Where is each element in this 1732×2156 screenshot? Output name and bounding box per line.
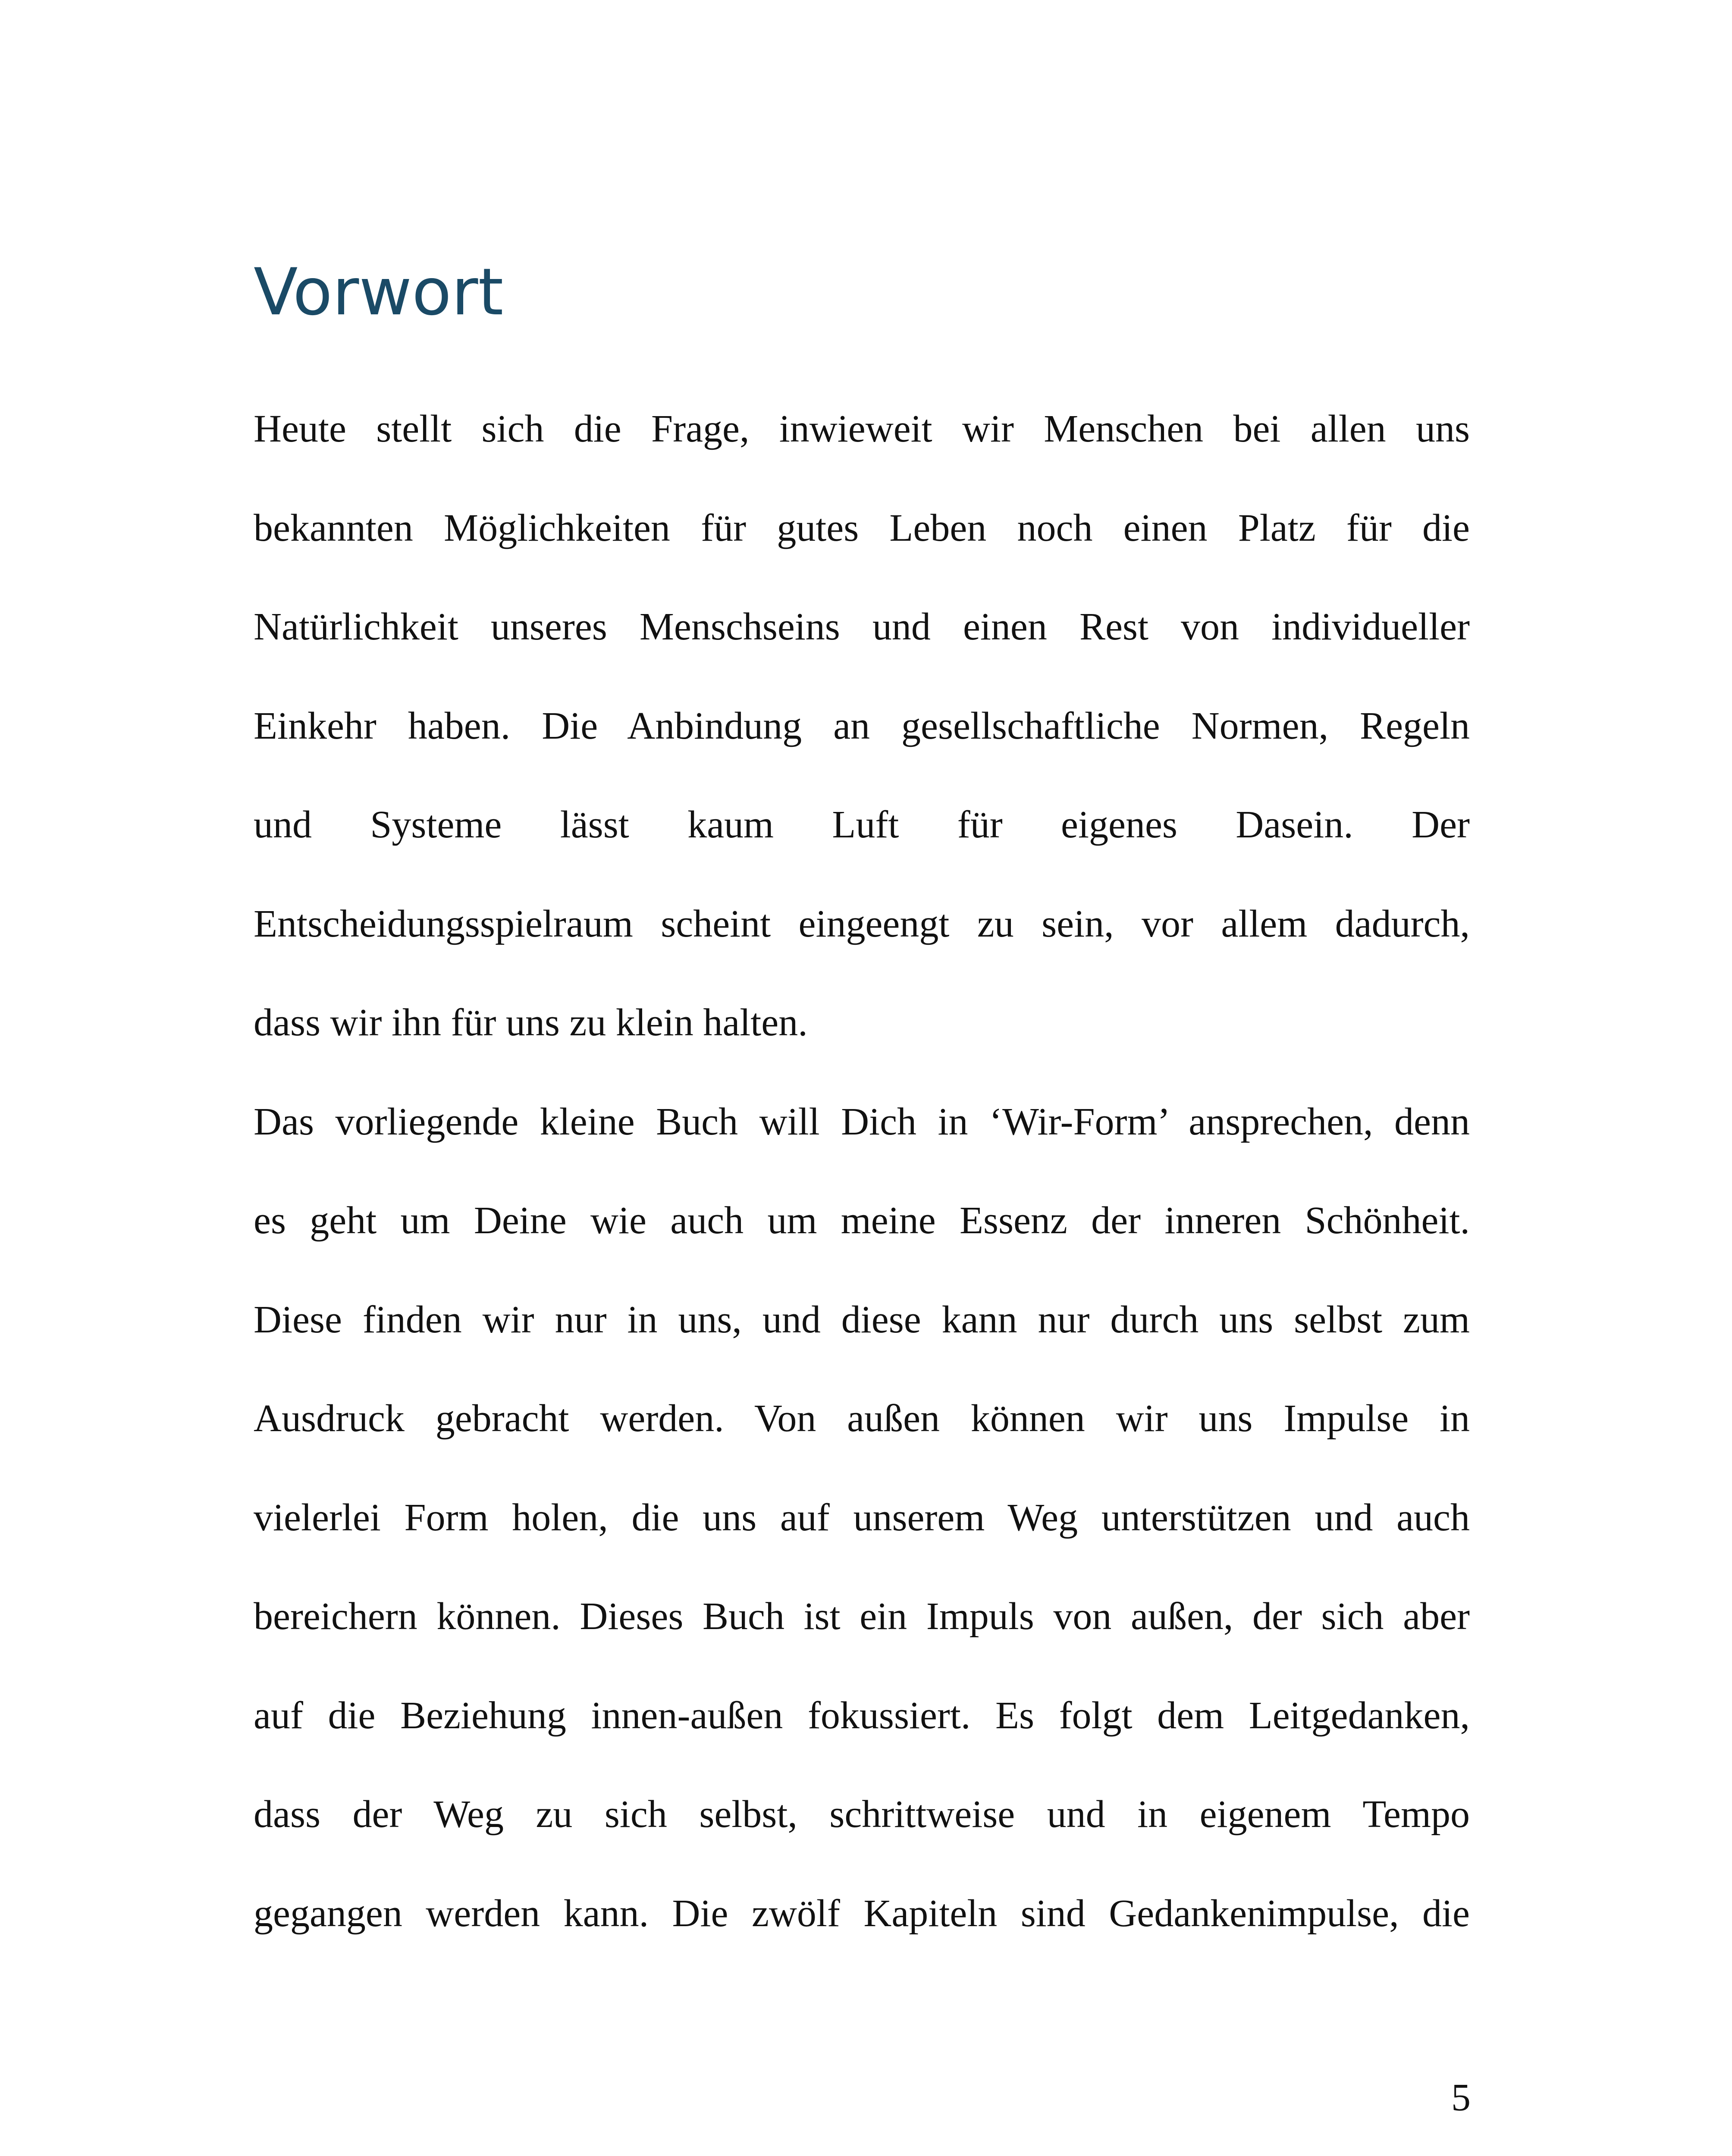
text-line: es geht um Deine wie auch um meine Essenz der inneren Schönheit. — [254, 1199, 1470, 1242]
paragraph-1 — [254, 397, 1470, 1090]
body-text — [254, 397, 1470, 1980]
text-line: Das vorliegende kleine Buch will Dich in ‘Wir-Form’ ansprechen, denn — [254, 1100, 1470, 1143]
paragraph-2 — [254, 1090, 1470, 1981]
text-line: bereichern können. Dieses Buch ist ein Impuls von außen, der sich aber — [254, 1595, 1470, 1638]
text-line: Diese finden wir nur in uns, und diese kann nur durch uns selbst zum — [254, 1298, 1470, 1341]
text-line: auf die Beziehung innen-außen fokussiert. Es folgt dem Leitgedanken, — [254, 1694, 1470, 1737]
text-line: bekannten Möglichkeiten für gutes Leben noch einen Platz für die — [254, 506, 1470, 549]
text-line: Einkehr haben. Die Anbindung an gesellschaftliche Normen, Regeln — [254, 704, 1470, 747]
text-line: Heute stellt sich die Frage, inwieweit wir Menschen bei allen uns — [254, 407, 1470, 450]
page-number: 5 — [1451, 2076, 1471, 2119]
text-line: vielerlei Form holen, die uns auf unserem Weg unterstützen und auch — [254, 1496, 1470, 1539]
text-line: Natürlichkeit unseres Menschseins und einen Rest von individueller — [254, 605, 1470, 648]
text-line: und Systeme lässt kaum Luft für eigenes Dasein. Der — [254, 803, 1470, 846]
text-line: Ausdruck gebracht werden. Von außen können wir uns Impulse in — [254, 1397, 1470, 1440]
text-line: gegangen werden kann. Die zwölf Kapiteln sind Gedankenimpulse, die — [254, 1892, 1470, 1935]
page-title: Vorwort — [254, 255, 504, 330]
text-line: Entscheidungsspielraum scheint eingeengt zu sein, vor allem dadurch, — [254, 902, 1470, 945]
text-line: dass der Weg zu sich selbst, schrittweise und in eigenem Tempo — [254, 1793, 1470, 1836]
text-line: dass wir ihn für uns zu klein halten. — [254, 1001, 808, 1044]
